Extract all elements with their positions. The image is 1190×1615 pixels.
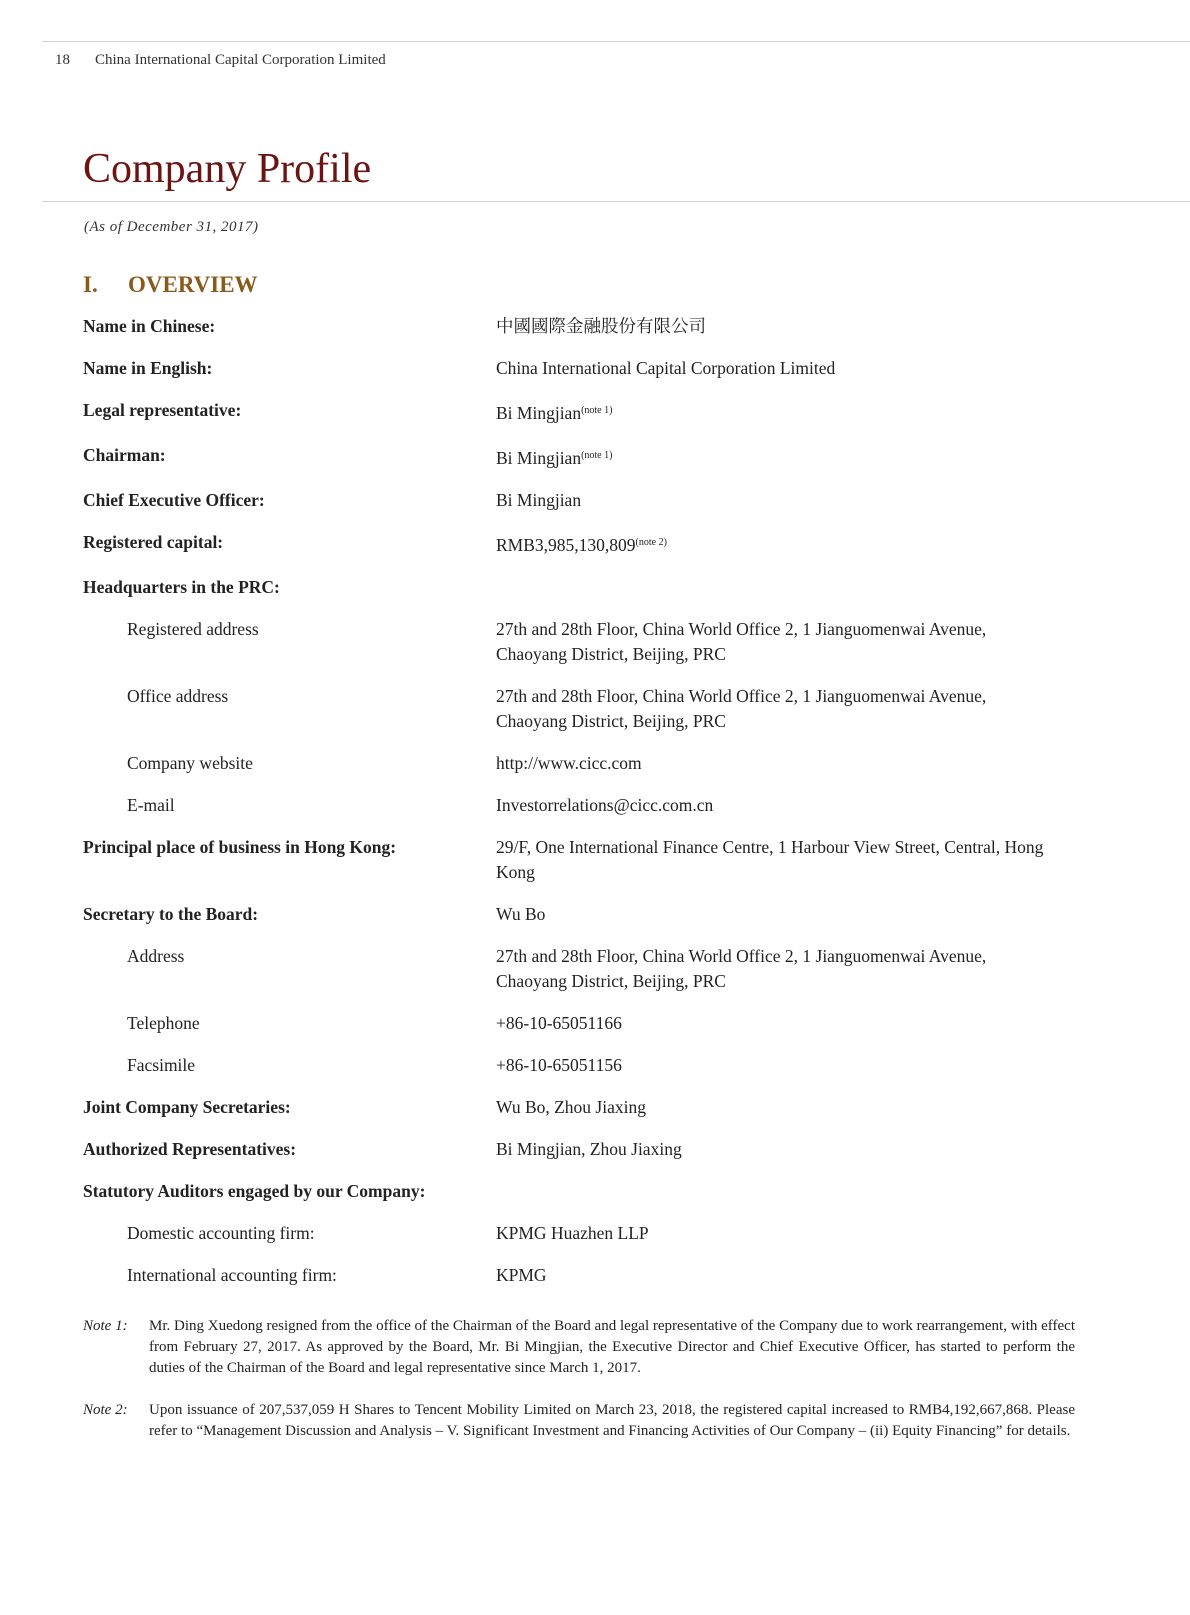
row-label: Joint Company Secretaries: bbox=[83, 1097, 291, 1117]
row-label: Legal representative: bbox=[83, 400, 242, 420]
row-value: +86-10-65051156 bbox=[496, 1055, 622, 1075]
row-value: +86-10-65051166 bbox=[496, 1013, 622, 1033]
row-value-cell bbox=[496, 530, 1056, 558]
overview-row bbox=[83, 443, 1083, 488]
row-value-cell bbox=[496, 793, 1056, 818]
row-value-cell bbox=[496, 902, 1056, 927]
row-value: Bi Mingjian, Zhou Jiaxing bbox=[496, 1139, 682, 1159]
page-title: Company Profile bbox=[83, 146, 372, 192]
row-label: Domestic accounting firm: bbox=[127, 1223, 315, 1243]
overview-row bbox=[83, 530, 1083, 575]
row-value-cell bbox=[496, 751, 1056, 776]
row-value-cell bbox=[496, 617, 1056, 667]
row-label: Chairman: bbox=[83, 445, 166, 465]
overview-row bbox=[83, 1221, 1083, 1263]
overview-row bbox=[83, 617, 1083, 684]
footnote bbox=[83, 1400, 1075, 1442]
row-label: Registered address bbox=[127, 619, 259, 639]
note-reference: (note 1) bbox=[581, 405, 613, 416]
row-value: Investorrelations@cicc.com.cn bbox=[496, 795, 714, 815]
overview-row bbox=[83, 488, 1083, 530]
overview-row bbox=[83, 1263, 1083, 1305]
row-value: KPMG Huazhen LLP bbox=[496, 1223, 649, 1243]
row-label: Telephone bbox=[127, 1013, 200, 1033]
row-value: Bi Mingjian bbox=[496, 448, 582, 468]
overview-row bbox=[83, 314, 1083, 356]
overview-row bbox=[83, 1137, 1083, 1179]
section-number: I. bbox=[83, 272, 98, 297]
row-label: Facsimile bbox=[127, 1055, 196, 1075]
row-value-cell bbox=[496, 835, 1056, 885]
row-value: China International Capital Corporation Limited bbox=[496, 358, 836, 378]
row-value: Wu Bo, Zhou Jiaxing bbox=[496, 1097, 646, 1117]
company-name: China International Capital Corporation Limited bbox=[95, 52, 386, 68]
row-value: 中國國際金融股份有限公司 bbox=[496, 316, 706, 336]
row-label: Office address bbox=[127, 686, 229, 706]
title-rule bbox=[42, 201, 1190, 202]
row-label: Name in Chinese: bbox=[83, 316, 216, 336]
overview-row bbox=[83, 793, 1083, 835]
row-label: Statutory Auditors engaged by our Company: bbox=[83, 1181, 426, 1201]
row-value-cell bbox=[496, 398, 1056, 426]
row-label: Principal place of business in Hong Kong: bbox=[83, 837, 397, 857]
overview-row bbox=[83, 902, 1083, 944]
row-value-cell bbox=[496, 443, 1056, 471]
row-value-cell bbox=[496, 314, 1056, 339]
row-value: Bi Mingjian bbox=[496, 490, 582, 510]
row-label: Headquarters in the PRC: bbox=[83, 577, 280, 597]
row-label: Chief Executive Officer: bbox=[83, 490, 265, 510]
row-value-cell bbox=[496, 684, 1056, 734]
overview-row bbox=[83, 575, 1083, 617]
as-of-date: (As of December 31, 2017) bbox=[84, 219, 259, 235]
row-value: 27th and 28th Floor, China World Office 2, 1 Jianguomenwai Avenue, Chaoyang District, Beijing, PRC bbox=[496, 946, 987, 991]
row-label: Secretary to the Board: bbox=[83, 904, 259, 924]
row-label: Company website bbox=[127, 753, 253, 773]
row-value-cell bbox=[496, 1137, 1056, 1162]
note-reference: (note 1) bbox=[581, 450, 613, 461]
row-value-cell bbox=[496, 356, 1056, 381]
overview-row bbox=[83, 944, 1083, 1011]
overview-row bbox=[83, 684, 1083, 751]
footnote-label: Note 2: bbox=[83, 1402, 128, 1418]
overview-row bbox=[83, 1179, 1083, 1221]
row-value-cell bbox=[496, 1053, 1056, 1078]
overview-row bbox=[83, 398, 1083, 443]
row-value: Wu Bo bbox=[496, 904, 546, 924]
overview-table bbox=[83, 314, 1083, 1305]
overview-row bbox=[83, 751, 1083, 793]
row-label: Authorized Representatives: bbox=[83, 1139, 297, 1159]
overview-row bbox=[83, 356, 1083, 398]
row-label: Name in English: bbox=[83, 358, 213, 378]
row-value: Bi Mingjian bbox=[496, 403, 582, 423]
running-header bbox=[55, 52, 386, 69]
row-label: E-mail bbox=[127, 795, 175, 815]
footnote-text: Upon issuance of 207,537,059 H Shares to Tencent Mobility Limited on March 23, 2018, the registered capital increased to RMB4,192,667,868. Please refer to “Management Discussion and Analysis – V. Significant Investment and Financing Activities of Our Company – (ii) Equity Financing” for details. bbox=[149, 1402, 1075, 1439]
section-heading bbox=[83, 272, 258, 298]
row-value-cell bbox=[496, 1095, 1056, 1120]
footnote-label: Note 1: bbox=[83, 1318, 128, 1334]
notes bbox=[83, 1316, 1075, 1463]
note-reference: (note 2) bbox=[635, 537, 667, 548]
overview-row bbox=[83, 1053, 1083, 1095]
row-value: 29/F, One International Finance Centre, 1 Harbour View Street, Central, Hong Kong bbox=[496, 837, 1044, 882]
row-value: 27th and 28th Floor, China World Office 2, 1 Jianguomenwai Avenue, Chaoyang District, Beijing, PRC bbox=[496, 619, 987, 664]
row-value-cell bbox=[496, 488, 1056, 513]
header-rule bbox=[42, 41, 1190, 42]
row-value: 27th and 28th Floor, China World Office 2, 1 Jianguomenwai Avenue, Chaoyang District, Beijing, PRC bbox=[496, 686, 987, 731]
row-value-cell bbox=[496, 944, 1056, 994]
row-value: RMB3,985,130,809 bbox=[496, 535, 636, 555]
footnote-text: Mr. Ding Xuedong resigned from the office of the Chairman of the Board and legal representative of the Company due to work rearrangement, with effect from February 27, 2017. As approved by the Board, Mr. Bi Mingjian, the Executive Director and Chief Executive Officer, has started to perform the duties of the Chairman of the Board and legal representative since March 1, 2017. bbox=[149, 1318, 1075, 1376]
row-label: International accounting firm: bbox=[127, 1265, 337, 1285]
row-value-cell bbox=[496, 1263, 1056, 1288]
row-value-cell bbox=[496, 1011, 1056, 1036]
overview-row bbox=[83, 1011, 1083, 1053]
overview-row bbox=[83, 835, 1083, 902]
row-value-cell bbox=[496, 575, 1056, 600]
row-label: Address bbox=[127, 946, 185, 966]
footnote bbox=[83, 1316, 1075, 1379]
section-title: OVERVIEW bbox=[128, 272, 258, 297]
row-value-cell bbox=[496, 1179, 1056, 1204]
page-number: 18 bbox=[55, 52, 70, 68]
row-value-cell bbox=[496, 1221, 1056, 1246]
row-value: http://www.cicc.com bbox=[496, 753, 642, 773]
overview-row bbox=[83, 1095, 1083, 1137]
row-value: KPMG bbox=[496, 1265, 547, 1285]
row-label: Registered capital: bbox=[83, 532, 224, 552]
